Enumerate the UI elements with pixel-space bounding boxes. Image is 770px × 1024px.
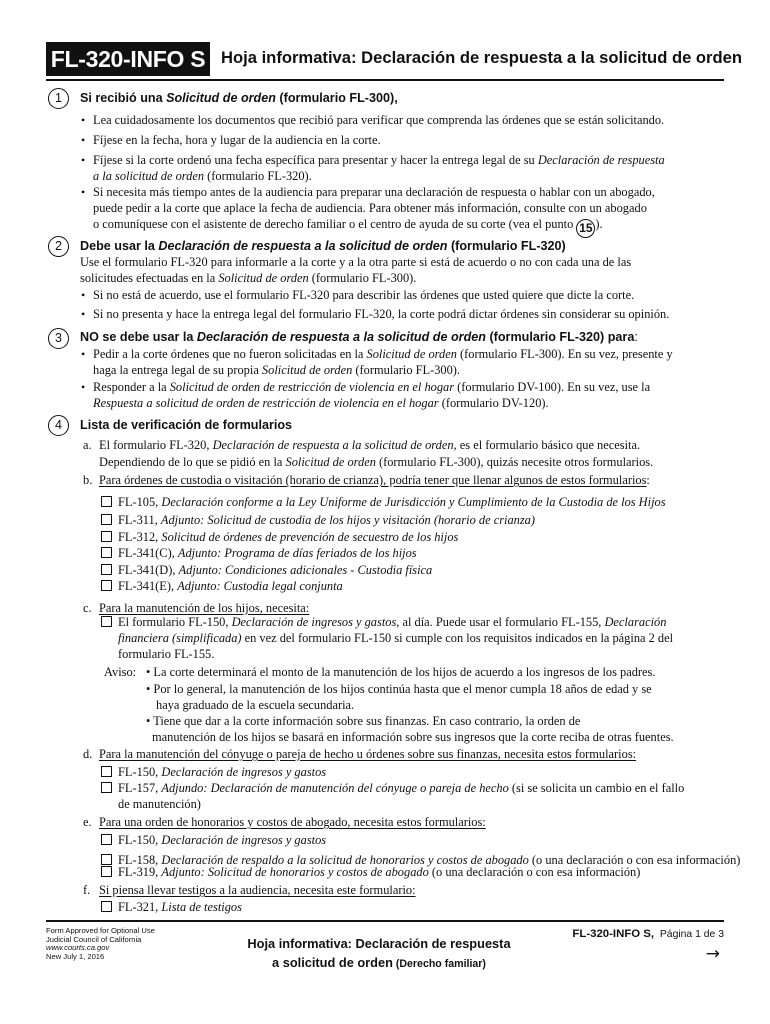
bullet: •: [81, 347, 86, 361]
section-1-heading: Si recibió una Solicitud de orden (formulario FL-300),: [80, 91, 398, 105]
checklist-item-fl-158[interactable]: FL-158, Declaración de respaldo a la solicitud de honorarios y costos de abogado (o una declaración o con esa información): [101, 852, 740, 869]
checklist-item-fl-321[interactable]: FL-321, Lista de testigos: [101, 899, 242, 916]
item-e-label: e.: [83, 815, 92, 829]
section-1-bullet-4-line-1: Si necesita más tiempo antes de la audiencia para preparar una declaración de respuesta o hablar con un abogado,: [93, 185, 655, 199]
checkbox[interactable]: [101, 616, 112, 627]
checkbox[interactable]: [101, 514, 112, 525]
item-a-label: a.: [83, 438, 92, 452]
section-2-number: 2: [48, 236, 69, 257]
header-divider: [46, 79, 724, 81]
item-d-label: d.: [83, 747, 93, 761]
notice-1: • La corte determinará el monto de la manutención de los hijos de acuerdo a los ingresos de los padres.: [146, 665, 656, 679]
item-c-line-3: formulario FL-155.: [118, 647, 215, 661]
checklist-item-fl-311[interactable]: FL-311, Adjunto: Solicitud de custodia de los hijos y visitación (horario de crianza): [101, 512, 535, 529]
checkbox[interactable]: [101, 901, 112, 912]
next-page-arrow-icon[interactable]: →: [705, 944, 720, 964]
footer-title-line-2: a solicitud de orden (Derecho familiar): [272, 955, 486, 970]
section-3-bullet-2-line-1: Responder a la Solicitud de orden de restricción de violencia en el hogar (formulario DV-100). En su vez, use la: [93, 380, 651, 394]
bullet: •: [81, 380, 86, 394]
bullet: •: [81, 133, 86, 147]
section-1-bullet-2: Fíjese en la fecha, hora y lugar de la audiencia en la corte.: [93, 133, 381, 147]
section-3-number: 3: [48, 328, 69, 349]
checklist-item-fl-312[interactable]: FL-312, Solicitud de órdenes de prevención de secuestro de los hijos: [101, 529, 458, 546]
item-a-line-2: Dependiendo de lo que se pidió en la Solicitud de orden (formulario FL-300), quizás necesite otros formularios.: [99, 455, 654, 469]
checklist-item-fl-341d[interactable]: FL-341(D), Adjunto: Condiciones adicionales - Custodia física: [101, 562, 432, 579]
checkbox[interactable]: [101, 580, 112, 591]
checklist-item-fl-319[interactable]: FL-319, Adjunto: Solicitud de honorarios y costos de abogado (o una declaración o con esa información): [101, 864, 640, 881]
section-1-bullet-1: Lea cuidadosamente los documentos que recibió para verificar que comprenda las órdenes que se están solicitando.: [93, 113, 665, 127]
item-e-heading: Para una orden de honorarios y costos de abogado, necesita estos formularios:: [99, 815, 486, 829]
section-3-heading: NO se debe usar la Declaración de respuesta a la solicitud de orden (formulario FL-320) para:: [80, 330, 638, 344]
checklist-item-fl-105[interactable]: FL-105, Declaración conforme a la Ley Uniforme de Jurisdicción y Cumplimiento de la Custodia de los Hijos: [101, 494, 666, 511]
item-c-heading: Para la manutención de los hijos, necesita:: [99, 601, 310, 615]
footer-title-line-1: Hoja informativa: Declaración de respuesta: [247, 936, 511, 951]
footer-page-info: [572, 927, 724, 942]
checkbox[interactable]: [101, 782, 112, 793]
page-number: Página 1 de 3: [659, 929, 724, 940]
checklist-item-fl-341c[interactable]: FL-341(C), Adjunto: Programa de días feriados de los hijos: [101, 545, 417, 562]
footer-title: [214, 934, 544, 974]
checklist-item-fl-341e[interactable]: FL-341(E), Adjunto: Custodia legal conjunta: [101, 578, 343, 595]
notice-2-line-2: haya graduado de la escuela secundaria.: [156, 698, 355, 712]
section-1-bullet-4-line-3: o comuníquese con el asistente de derecho familiar o el centro de ayuda de su corte (vea el punto 15 ).: [93, 216, 603, 238]
checklist-item-fl-157[interactable]: FL-157, Adjundo: Declaración de manutención del cónyuge o pareja de hecho (si se solicita un cambio en el fallo: [101, 780, 684, 797]
checkbox[interactable]: [101, 766, 112, 777]
section-2-bullet-2: Si no presenta y hace la entrega legal del formulario FL-320, la corte podrá dictar órdenes sin considerar su opinión.: [93, 307, 670, 321]
item-c-label: c.: [83, 601, 92, 615]
bullet: •: [81, 153, 86, 167]
checkbox[interactable]: [101, 834, 112, 845]
section-3-bullet-1-line-1: Pedir a la corte órdenes que no fueron solicitadas en la Solicitud de orden (formulario FL-300). En su vez, presente y: [93, 347, 673, 361]
notice-3-line-1: • Tiene que dar a la corte información sobre sus finanzas. En caso contrario, la orden de: [146, 714, 581, 728]
page-title: Hoja informativa: Declaración de respuesta a la solicitud de orden: [221, 48, 743, 67]
item-f-heading: Si piensa llevar testigos a la audiencia, necesita este formulario:: [99, 883, 416, 897]
checkbox[interactable]: [101, 866, 112, 877]
bullet: •: [81, 185, 86, 199]
section-1-number: 1: [48, 88, 69, 109]
item-b-label: b.: [83, 473, 93, 487]
section-3-bullet-1-line-2: haga la entrega legal de su propia Solicitud de orden (formulario FL-300).: [93, 363, 461, 377]
item-d-line-3: de manutención): [118, 797, 201, 811]
footer-form-code: FL-320-INFO S,: [572, 928, 655, 940]
bullet: •: [81, 113, 86, 127]
bullet: •: [81, 307, 86, 321]
section-2-paragraph-line-2: solicitudes efectuadas en la Solicitud de orden (formulario FL-300).: [80, 271, 417, 285]
section-reference-15: 15: [576, 219, 595, 238]
section-4-number: 4: [48, 415, 69, 436]
checkbox[interactable]: [101, 496, 112, 507]
section-2-paragraph-line-1: Use el formulario FL-320 para informarle a la corte y a la otra parte si está de acuerdo o no con cada una de las: [80, 255, 632, 269]
footer-approval-line: Judicial Council of California: [46, 934, 142, 944]
footer-approval: [46, 927, 155, 961]
notice-3-line-2: manutención de los hijos se basará en información sobre sus ingresos que la corte reciba de otras fuentes.: [152, 730, 674, 744]
footer-approval-line: Form Approved for Optional Use: [46, 926, 155, 935]
notice-label: Aviso:: [104, 665, 137, 679]
checkbox[interactable]: [101, 531, 112, 542]
form-code-badge: FL-320-INFO S: [46, 42, 210, 76]
item-d-heading: Para la manutención del cónyuge o pareja de hecho u órdenes sobre sus finanzas, necesita estos formularios:: [99, 747, 637, 761]
footer-website: www.courts.ca.gov: [46, 943, 110, 953]
item-c-line-2: financiera (simplificada) en vez del formulario FL-150 si cumple con los requisitos indicados en la página 2 del: [118, 631, 674, 645]
section-2-bullet-1: Si no está de acuerdo, use el formulario FL-320 para describir las órdenes que usted quiere que dicte la corte.: [93, 288, 635, 302]
bullet: •: [81, 288, 86, 302]
checkbox[interactable]: [101, 564, 112, 575]
section-2-heading: Debe usar la Declaración de respuesta a la solicitud de orden (formulario FL-320): [80, 239, 566, 253]
checkbox[interactable]: [101, 547, 112, 558]
footer-approval-line: New July 1, 2016: [46, 951, 105, 961]
section-3-bullet-2-line-2: Respuesta a solicitud de orden de restricción de violencia en el hogar (formulario DV-120).: [93, 396, 549, 410]
item-f-label: f.: [83, 883, 91, 897]
section-1-bullet-4-line-2: puede pedir a la corte que aplace la fecha de audiencia. Para obtener más información, consulte con un abogado: [93, 201, 647, 215]
section-4-heading: Lista de verificación de formularios: [80, 418, 293, 432]
footer-divider: [46, 920, 724, 922]
section-1-bullet-3-line-1: Fíjese si la corte ordenó una fecha específica para presentar y hacer la entrega legal de su Declaración de respuesta: [93, 153, 665, 167]
checklist-item-fl-150-spousal[interactable]: FL-150, Declaración de ingresos y gastos: [101, 764, 326, 781]
item-b-heading: Para órdenes de custodia o visitación (horario de crianza), podría tener que llenar algunos de estos formularios:: [99, 473, 650, 487]
notice-2-line-1: • Por lo general, la manutención de los hijos continúa hasta que el menor cumpla 18 años de edad y se: [146, 682, 652, 696]
checklist-item-fl-150-child-support[interactable]: El formulario FL-150, Declaración de ingresos y gastos, al día. Puede usar el formulario FL-155, Declaración: [101, 614, 666, 631]
section-1-bullet-3-line-2: a la solicitud de orden (formulario FL-320).: [93, 169, 312, 183]
item-a-line-1: El formulario FL-320, Declaración de respuesta a la solicitud de orden, es el formulario básico que necesita.: [99, 438, 641, 452]
checklist-item-fl-150-fees[interactable]: FL-150, Declaración de ingresos y gastos: [101, 832, 326, 849]
